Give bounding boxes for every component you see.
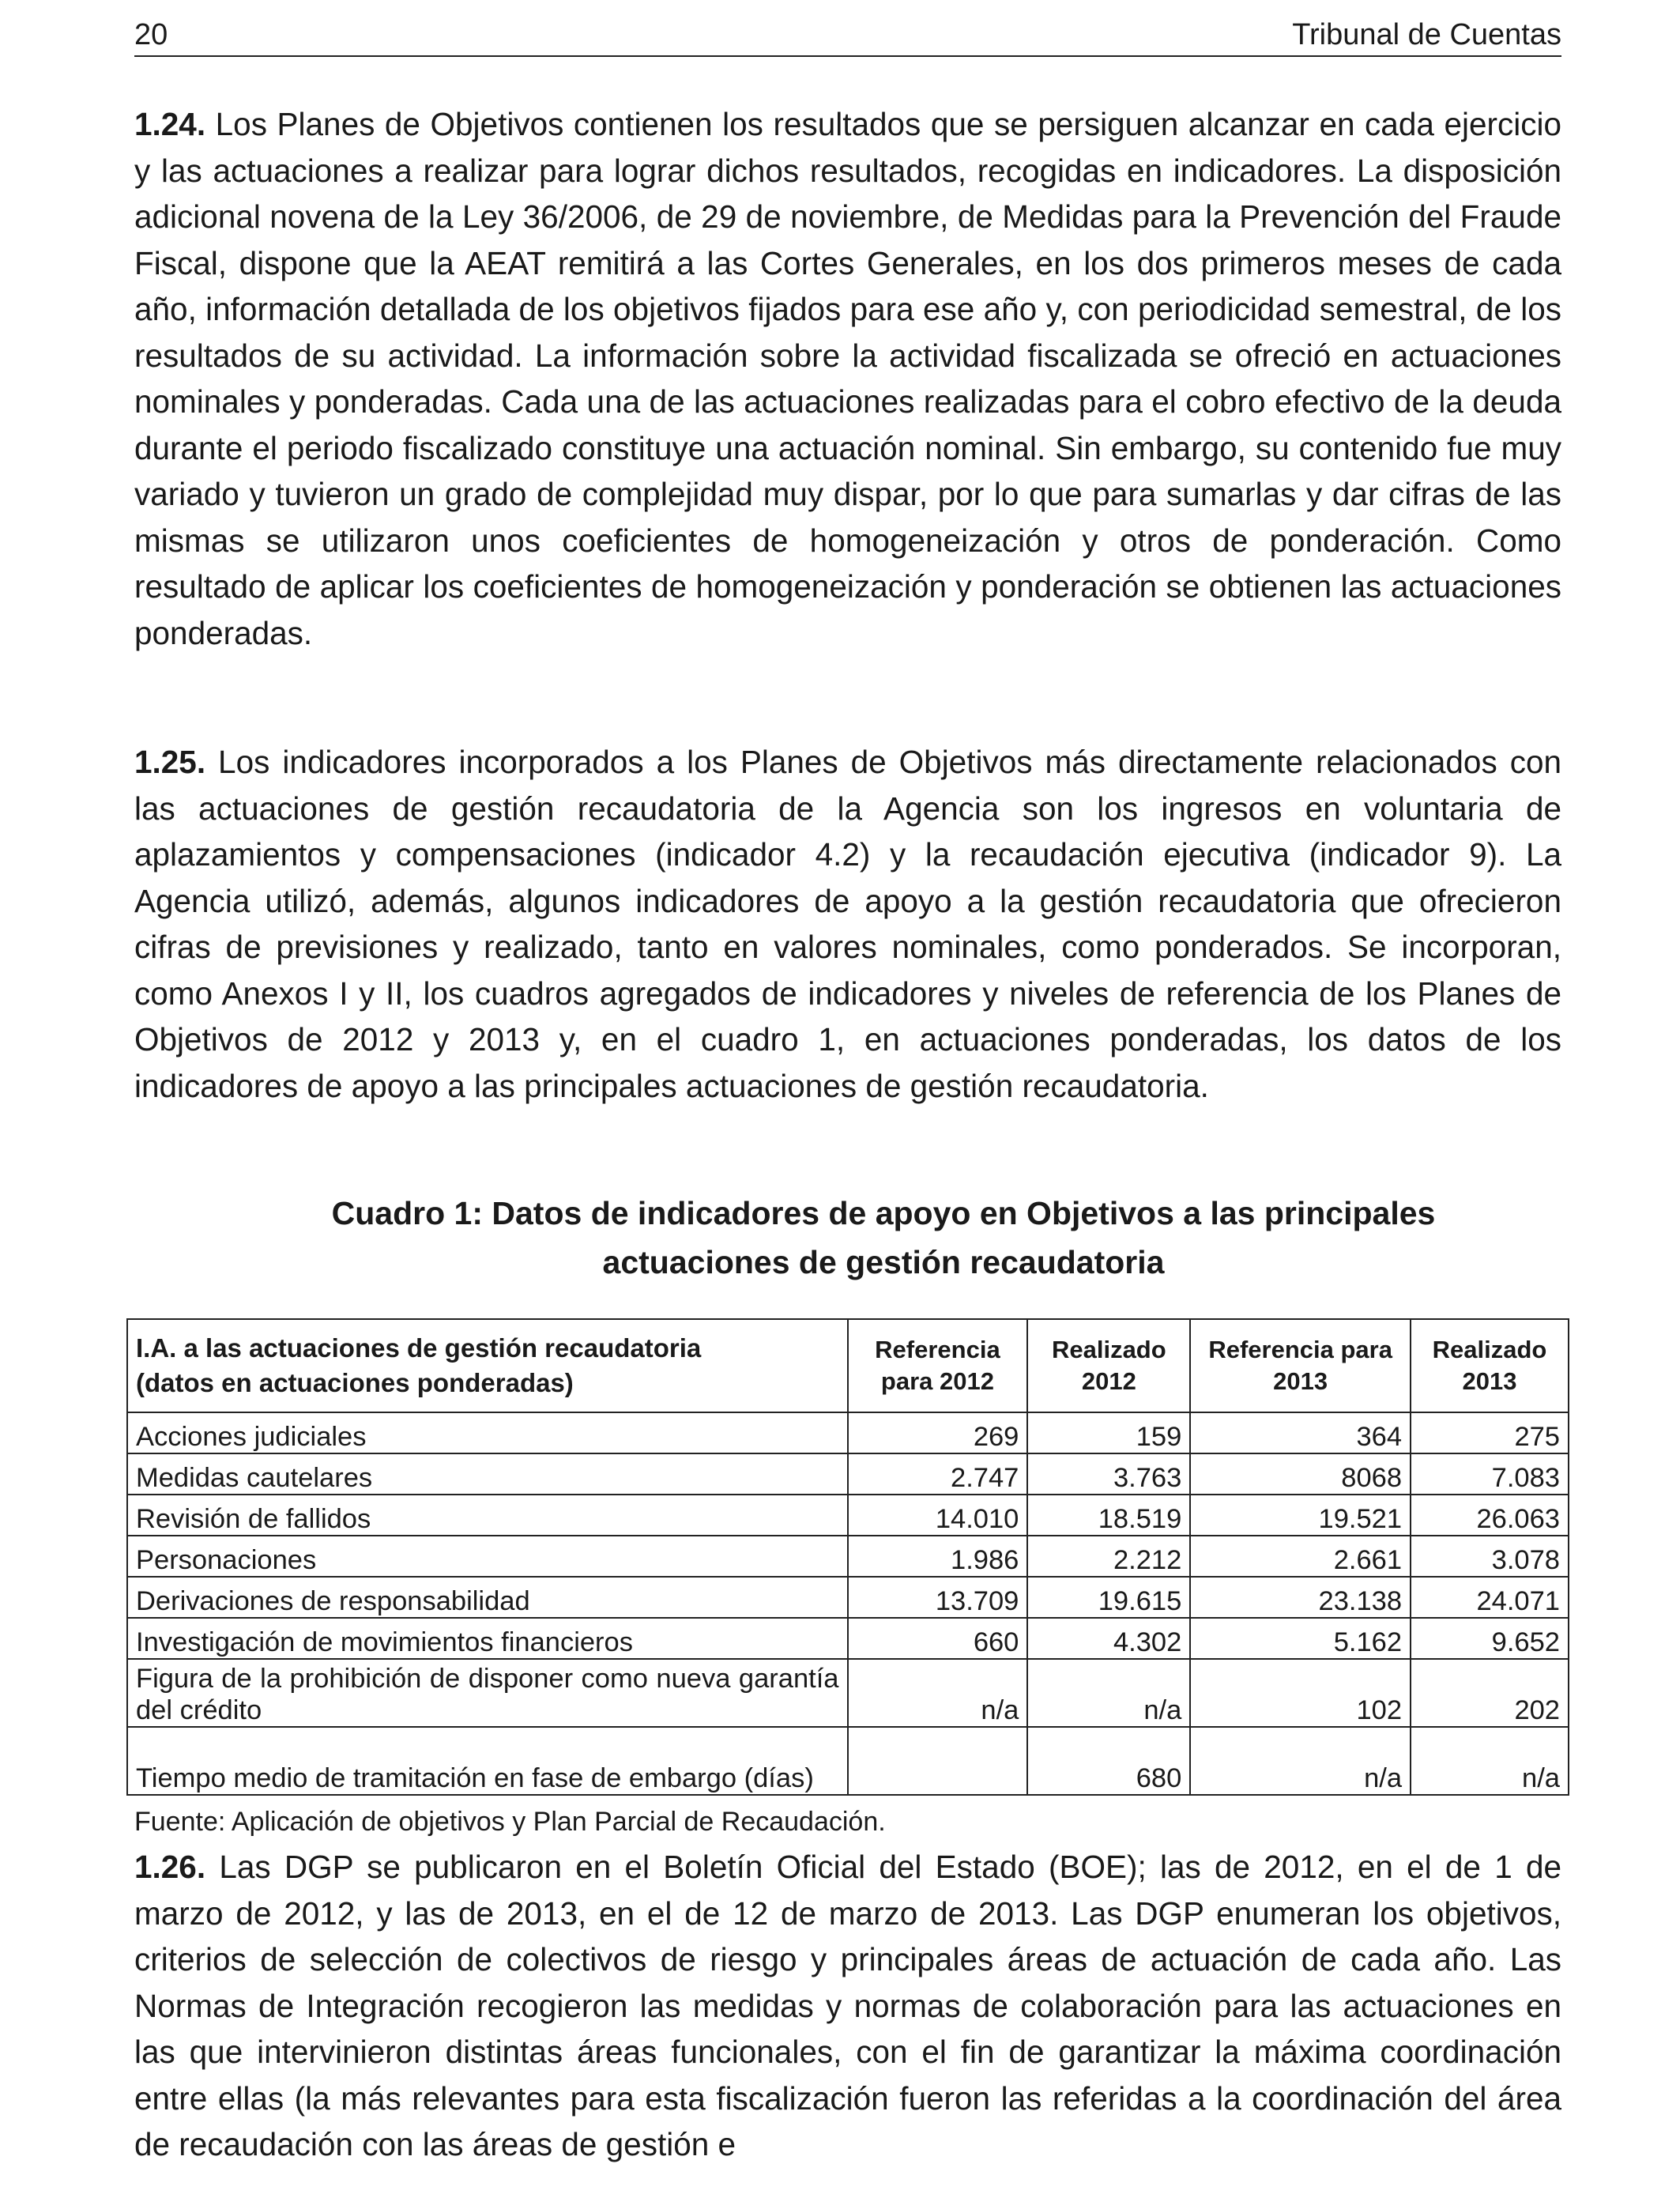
cell-ref-2013: 2.661 <box>1190 1536 1411 1577</box>
cell-ref-2012: 13.709 <box>848 1577 1028 1618</box>
row-label: Tiempo medio de tramitación en fase de embargo (días) <box>127 1727 848 1795</box>
cell-ref-2012: 660 <box>848 1618 1028 1659</box>
table-row <box>127 1577 1569 1618</box>
cell-ref-2012: 1.986 <box>848 1536 1028 1577</box>
paragraph-1-25 <box>134 739 1561 1109</box>
header-realizado-2012: Realizado 2012 <box>1027 1319 1190 1412</box>
running-title: Tribunal de Cuentas <box>1292 18 1561 51</box>
table-row <box>127 1536 1569 1577</box>
row-label: Medidas cautelares <box>127 1453 848 1495</box>
cell-ref-2013: 364 <box>1190 1412 1411 1453</box>
cell-real-2013: 7.083 <box>1411 1453 1569 1495</box>
cell-ref-2012: n/a <box>848 1659 1028 1727</box>
table-row <box>127 1727 1569 1795</box>
cell-real-2012: 3.763 <box>1027 1453 1190 1495</box>
paragraph-1-26 <box>134 1844 1561 2168</box>
paragraph-text: Las DGP se publicaron en el Boletín Oficial del Estado (BOE); las de 2012, en el de 1 de marzo de 2012, y las de 2013, en el de 12 de marzo de 2013. Las DGP enumeran los objetivos, criterios de selección de colectivos de riesgo y principales áreas de actuación de cada año. Las Normas de Integración recogieron las medidas y normas de colaboración para las actuaciones en las que intervinieron distintas áreas funcionales, con el fin de garantizar la máxima coordinación entre ellas (la más relevantes para esta fiscalización fueron las referidas a la coordinación del área de recaudación con las áreas de gestión e <box>134 1849 1561 2162</box>
cell-real-2013: 202 <box>1411 1659 1569 1727</box>
cell-real-2013: 9.652 <box>1411 1618 1569 1659</box>
paragraph-text: Los indicadores incorporados a los Planes de Objetivos más directamente relacionados con las actuaciones de gestión recaudatoria de la Agencia son los ingresos en voluntaria de aplazamientos y compensaciones (indicador 4.2) y la recaudación ejecutiva (indicador 9). La Agencia utilizó, además, algunos indicadores de apoyo a la gestión recaudatoria que ofrecieron cifras de previsiones y realizado, tanto en valores nominales, como ponderados. Se incorporan, como Anexos I y II, los cuadros agregados de indicadores y niveles de referencia de los Planes de Objetivos de 2012 y 2013 y, en el cuadro 1, en actuaciones ponderadas, los datos de los indicadores de apoyo a las principales actuaciones de gestión recaudatoria. <box>134 744 1561 1104</box>
cell-ref-2013: 5.162 <box>1190 1618 1411 1659</box>
table-header-row <box>127 1319 1569 1412</box>
cell-real-2012: 19.615 <box>1027 1577 1190 1618</box>
cell-real-2012: 159 <box>1027 1412 1190 1453</box>
paragraph-text: Los Planes de Objetivos contienen los resultados que se persiguen alcanzar en cada ejercicio y las actuaciones a realizar para lograr dichos resultados, recogidas en indicadores. La disposición adicional novena de la Ley 36/2006, de 29 de noviembre, de Medidas para la Prevención del Fraude Fiscal, dispone que la AEAT remitirá a las Cortes Generales, en los dos primeros meses de cada año, información detallada de los objetivos fijados para ese año y, con periodicidad semestral, de los resultados de su actividad. La información sobre la actividad fiscalizada se ofreció en actuaciones nominales y ponderadas. Cada una de las actuaciones realizadas para el cobro efectivo de la deuda durante el periodo fiscalizado constituye una actuación nominal. Sin embargo, su contenido fue muy variado y tuvieron un grado de complejidad muy dispar, por lo que para sumarlas y dar cifras de las mismas se utilizaron unos coeficientes de homogeneización y otros de ponderación. Como resultado de aplicar los coeficientes de homogeneización y ponderación se obtienen las actuaciones ponderadas. <box>134 106 1561 651</box>
row-label: Personaciones <box>127 1536 848 1577</box>
header-realizado-2013: Realizado 2013 <box>1411 1319 1569 1412</box>
cell-ref-2013: 19.521 <box>1190 1495 1411 1536</box>
cell-real-2012: n/a <box>1027 1659 1190 1727</box>
cell-ref-2012: 2.747 <box>848 1453 1028 1495</box>
cell-real-2013: 24.071 <box>1411 1577 1569 1618</box>
table-caption-line2: actuaciones de gestión recaudatoria <box>602 1244 1165 1280</box>
table-row <box>127 1453 1569 1495</box>
cell-ref-2012: 14.010 <box>848 1495 1028 1536</box>
header-indicator: I.A. a las actuaciones de gestión recaudatoria (datos en actuaciones ponderadas) <box>127 1319 848 1412</box>
cell-ref-2012 <box>848 1727 1028 1795</box>
paragraph-number: 1.24. <box>134 106 206 142</box>
cell-real-2013: 26.063 <box>1411 1495 1569 1536</box>
header-referencia-2012: Referencia para 2012 <box>848 1319 1028 1412</box>
table-row <box>127 1412 1569 1453</box>
cell-real-2012: 4.302 <box>1027 1618 1190 1659</box>
table-caption-line1: Cuadro 1: Datos de indicadores de apoyo en Objetivos a las principales <box>331 1195 1436 1231</box>
row-label: Revisión de fallidos <box>127 1495 848 1536</box>
table-row <box>127 1659 1569 1727</box>
cell-ref-2013: n/a <box>1190 1727 1411 1795</box>
cell-ref-2013: 8068 <box>1190 1453 1411 1495</box>
cell-real-2012: 680 <box>1027 1727 1190 1795</box>
table-caption <box>134 1189 1561 1287</box>
row-label: Investigación de movimientos financieros <box>127 1618 848 1659</box>
cell-real-2013: n/a <box>1411 1727 1569 1795</box>
row-label: Figura de la prohibición de disponer como nueva garantía del crédito <box>127 1659 848 1727</box>
paragraph-1-24 <box>134 101 1561 656</box>
cell-ref-2012: 269 <box>848 1412 1028 1453</box>
paragraph-number: 1.25. <box>134 744 206 780</box>
cell-real-2013: 3.078 <box>1411 1536 1569 1577</box>
row-label: Derivaciones de responsabilidad <box>127 1577 848 1618</box>
indicators-table <box>126 1318 1569 1796</box>
cell-real-2012: 2.212 <box>1027 1536 1190 1577</box>
table-source-note: Fuente: Aplicación de objetivos y Plan Parcial de Recaudación. <box>134 1807 886 1837</box>
table-row <box>127 1495 1569 1536</box>
cell-ref-2013: 102 <box>1190 1659 1411 1727</box>
page-number: 20 <box>134 18 168 51</box>
paragraph-number: 1.26. <box>134 1849 206 1885</box>
cell-ref-2013: 23.138 <box>1190 1577 1411 1618</box>
table-row <box>127 1618 1569 1659</box>
page-header <box>134 14 1561 57</box>
row-label: Acciones judiciales <box>127 1412 848 1453</box>
header-referencia-2013: Referencia para 2013 <box>1190 1319 1411 1412</box>
cell-real-2012: 18.519 <box>1027 1495 1190 1536</box>
cell-real-2013: 275 <box>1411 1412 1569 1453</box>
